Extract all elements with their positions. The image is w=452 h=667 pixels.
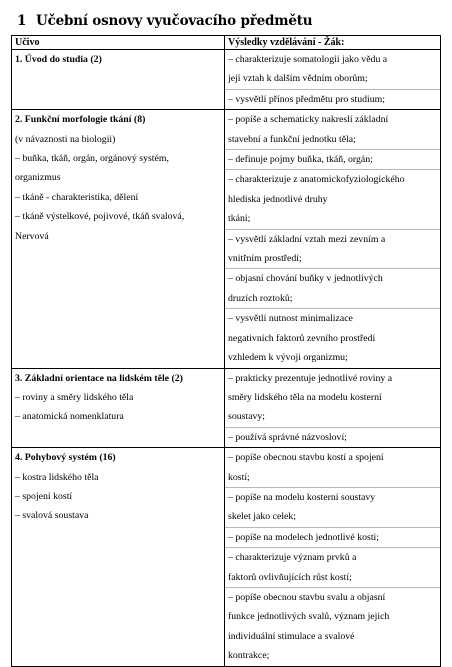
table-header-row [12, 36, 441, 50]
column-header-learning-content: Učivo [12, 36, 225, 50]
outcome-line: kostí; [228, 471, 250, 483]
topic-item: – tkáně výstelkové, pojivové, tkáň svalová, [15, 211, 185, 223]
learning-outcomes-cell [225, 448, 441, 666]
topic-title: 1. Úvod do studia (2) [15, 54, 102, 65]
table-row [12, 448, 441, 666]
outcome-item [228, 588, 437, 666]
topic-item: – buňka, tkáň, orgán, orgánový systém, [15, 153, 169, 165]
topic-title: 4. Pohybový systém (16) [15, 452, 116, 464]
outcome-item [228, 90, 437, 109]
outcome-line: funkce jednotlivých svalů, význam jejich [228, 611, 390, 623]
outcome-item [228, 448, 437, 487]
topic-title: 3. Základní orientace na lidském těle (2) [15, 372, 183, 384]
outcome-line: – charakterizuje význam prvků a [228, 552, 357, 564]
outcome-line: – vysvětlí základní vztah mezi zevním a [228, 233, 386, 245]
column-header-learning-outcomes: Výsledky vzdělávání - Žák: [225, 36, 441, 50]
outcome-line: její vztah k dalším vědním oborům; [228, 73, 368, 85]
topic-item: organizmus [15, 172, 61, 184]
outcome-line: – vysvětlí nutnost minimalizace [228, 313, 353, 325]
topic-title: 2. Funkční morfologie tkání (8) [15, 114, 146, 126]
outcome-item [228, 528, 437, 547]
outcome-line: – popíše obecnou stavbu svalu a objasní [228, 591, 386, 603]
outcome-line: – popíše na modelech jednotlivé kosti; [228, 531, 380, 543]
outcome-line: – prakticky prezentuje jednotlivé roviny a [228, 372, 393, 384]
topic-item: – kostra lidského těla [15, 471, 99, 483]
outcome-item [228, 110, 437, 149]
outcome-line: – používá správné názvosloví; [228, 431, 347, 443]
learning-outcomes-cell [225, 50, 441, 110]
topic-item: – anatomická nomenklatura [15, 411, 124, 423]
learning-content-cell [12, 110, 225, 368]
section-heading [17, 13, 312, 29]
outcome-line: tkání; [228, 213, 251, 225]
learning-outcomes-cell [225, 368, 441, 448]
outcome-line: stavební a funkční jednotku těla; [228, 133, 356, 145]
outcome-item [228, 150, 437, 169]
outcome-line: – charakterizuje z anatomickofyziologického [228, 174, 405, 186]
learning-content-cell [12, 368, 225, 448]
outcome-line: – vysvětlí přínos předmětu pro studium; [228, 93, 386, 105]
outcome-line: – charakterizuje somatologii jako vědu a [228, 54, 388, 65]
learning-content-cell [12, 448, 225, 666]
outcome-line: kontrakce; [228, 650, 270, 662]
outcome-line: negativních faktorů zevního prostředí [228, 332, 376, 344]
outcome-line: směry lidského těla na modelu kosterní [228, 391, 382, 403]
topic-item: – tkáně - charakteristika, dělení [15, 191, 139, 203]
outcome-line: hlediska jednotlivé druhy [228, 193, 328, 205]
curriculum-table [11, 35, 441, 667]
outcome-line: druzích roztoků; [228, 292, 293, 304]
outcome-item [228, 50, 437, 89]
topic-item: – svalová soustava [15, 510, 89, 522]
section-number: 1 [17, 13, 27, 29]
outcome-line: – popíše a schematicky nakreslí základní [228, 114, 389, 126]
outcome-item [228, 230, 437, 269]
outcome-line: – popíše na modelu kosterní soustavy [228, 491, 376, 503]
outcome-item [228, 170, 437, 228]
table-row [12, 368, 441, 448]
topic-item: Nervová [15, 230, 49, 242]
section-title: Učební osnovy vyučovacího předmětu [36, 13, 313, 29]
outcome-line: – popíše obecnou stavbu kostí a spojení [228, 452, 384, 464]
outcome-line: – objasní chování buňky v jednotlivých [228, 273, 383, 285]
outcome-item [228, 269, 437, 308]
topic-item: (v návaznosti na biologii) [15, 133, 116, 145]
outcome-line: soustavy; [228, 411, 266, 423]
outcome-line: vzhledem k vývoji organizmu; [228, 352, 348, 364]
outcome-item [228, 428, 437, 447]
learning-outcomes-cell [225, 110, 441, 368]
outcome-line: vnitřním prostředí; [228, 253, 302, 265]
topic-item: – roviny a směry lidského těla [15, 391, 134, 403]
table-row [12, 110, 441, 368]
table-row [12, 50, 441, 110]
outcome-item [228, 488, 437, 527]
outcome-item [228, 369, 437, 427]
outcome-line: individuální stimulace a svalové [228, 630, 355, 642]
outcome-item [228, 548, 437, 587]
outcome-item [228, 309, 437, 367]
learning-content-cell [12, 50, 225, 110]
outcome-line: skelet jako celek; [228, 511, 297, 523]
topic-item: – spojení kostí [15, 490, 73, 502]
outcome-line: faktorů ovlivňujících růst kostí; [228, 571, 352, 583]
outcome-line: – definuje pojmy buňka, tkáň, orgán; [228, 154, 373, 166]
